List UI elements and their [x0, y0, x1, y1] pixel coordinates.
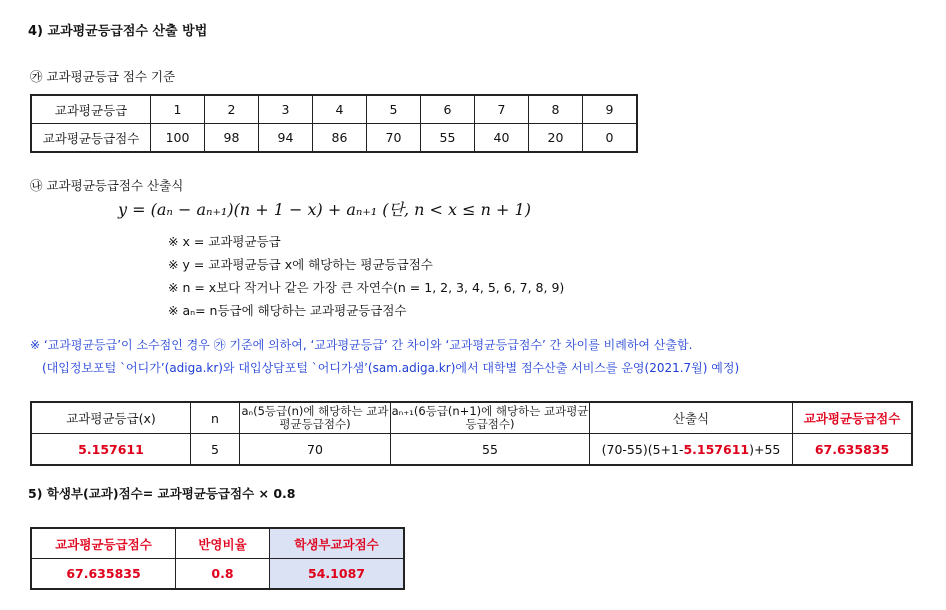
- header-an1: aₙ₊₁(6등급(n+1)에 해당하는 교과평균등급점수): [391, 402, 590, 434]
- table-row: [31, 528, 404, 559]
- blue-note-1: ※ ‘교과평균등급’이 소수점인 경우 ㉮ 기준에 의하여, ‘교과평균등급’ 간 차이와 ‘교과평균등급점수’ 간 차이를 비례하여 산출함.: [30, 338, 693, 352]
- value-student-score: 54.1087: [270, 559, 405, 590]
- grade-cell: 8: [529, 95, 583, 124]
- header-x: 교과평균등급(x): [31, 402, 191, 434]
- score-cell: 98: [205, 124, 259, 153]
- calc-table: [30, 401, 913, 466]
- value-n: 5: [191, 434, 240, 466]
- score-cell: 100: [151, 124, 205, 153]
- score-cell: 70: [367, 124, 421, 153]
- grade-cell: 7: [475, 95, 529, 124]
- grade-cell: 2: [205, 95, 259, 124]
- score-cell: 0: [583, 124, 638, 153]
- criteria-title: ㉮ 교과평균등급 점수 기준: [30, 69, 176, 84]
- grade-cell: 4: [313, 95, 367, 124]
- value-result: 67.635835: [793, 434, 913, 466]
- section4-title: 4) 교과평균등급점수 산출 방법: [28, 24, 208, 39]
- header-avg-score: 교과평균등급점수: [31, 528, 176, 559]
- note-x: ※ x = 교과평균등급: [168, 234, 281, 249]
- header-student-score: 학생부교과점수: [270, 528, 405, 559]
- value-an1: 55: [391, 434, 590, 466]
- value-avg-score: 67.635835: [31, 559, 176, 590]
- formula-post: )+55: [749, 441, 781, 457]
- grade-cell: 1: [151, 95, 205, 124]
- grade-cell: 3: [259, 95, 313, 124]
- grade-score-table: [30, 94, 638, 153]
- formula-x: 5.157611: [683, 441, 750, 457]
- score-table: [30, 527, 405, 590]
- header-an: aₙ(5등급(n)에 해당하는 교과평균등급점수): [240, 402, 391, 434]
- table-row: [31, 402, 912, 434]
- value-ratio: 0.8: [176, 559, 270, 590]
- formula-pre: (70-55)(5+1-: [601, 441, 684, 457]
- blue-note-2: (대입정보포털 `어디가’(adiga.kr)와 대입상담포털 `어디가샘’(sam.adiga.kr)에서 대학별 점수산출 서비스를 운영(2021.7월) 예정): [42, 361, 740, 375]
- value-x: 5.157611: [31, 434, 191, 466]
- score-cell: 94: [259, 124, 313, 153]
- header-formula: 산출식: [590, 402, 793, 434]
- grade-cell: 6: [421, 95, 475, 124]
- header-result: 교과평균등급점수: [793, 402, 913, 434]
- table-row: [31, 559, 404, 590]
- note-an: ※ aₙ= n등급에 해당하는 교과평균등급점수: [168, 303, 407, 318]
- score-cell: 40: [475, 124, 529, 153]
- score-cell: 55: [421, 124, 475, 153]
- score-cell: 20: [529, 124, 583, 153]
- row-label: 교과평균등급: [31, 95, 151, 124]
- header-n: n: [191, 402, 240, 434]
- section5-title: 5) 학생부(교과)점수= 교과평균등급점수 × 0.8: [28, 486, 296, 501]
- formula-title: ㉯ 교과평균등급점수 산출식: [30, 178, 184, 193]
- value-an: 70: [240, 434, 391, 466]
- formula: y = (aₙ − aₙ₊₁)(n + 1 − x) + aₙ₊₁ (단, n < x ≤ n + 1): [118, 200, 531, 219]
- score-cell: 86: [313, 124, 367, 153]
- row-label: 교과평균등급점수: [31, 124, 151, 153]
- table-row: [31, 124, 637, 153]
- note-y: ※ y = 교과평균등급 x에 해당하는 평균등급점수: [168, 257, 433, 272]
- table-row: [31, 95, 637, 124]
- grade-cell: 9: [583, 95, 638, 124]
- table-row: [31, 434, 912, 466]
- note-n: ※ n = x보다 작거나 같은 가장 큰 자연수(n = 1, 2, 3, 4, 5, 6, 7, 8, 9): [168, 280, 565, 295]
- header-ratio: 반영비율: [176, 528, 270, 559]
- grade-cell: 5: [367, 95, 421, 124]
- value-formula: [590, 434, 793, 466]
